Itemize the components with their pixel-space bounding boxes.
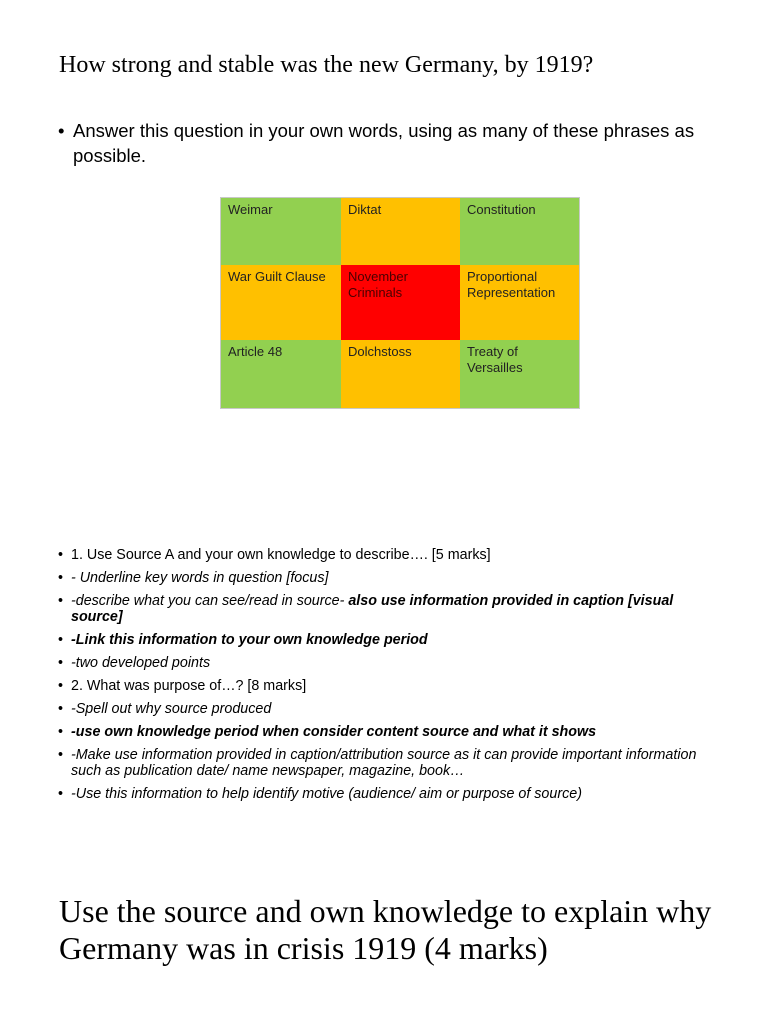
term-cell: Article 48 <box>221 340 341 408</box>
term-cell: Treaty of Versailles <box>460 340 579 408</box>
list-item <box>58 678 718 694</box>
list-item <box>58 786 718 802</box>
term-cell: War Guilt Clause <box>221 265 341 340</box>
term-cell: Diktat <box>341 198 460 265</box>
note-text: -two developed points <box>71 655 211 671</box>
bullet-marker: • <box>58 786 64 802</box>
list-item <box>58 570 718 586</box>
list-item <box>58 724 718 740</box>
note-text: 1. Use Source A and your own knowledge to describe…. [5 marks] <box>71 547 491 563</box>
term-cell: Dolchstoss <box>341 340 460 408</box>
term-cell: Weimar <box>221 198 341 265</box>
term-cell: Constitution <box>460 198 579 265</box>
list-item <box>58 747 718 779</box>
note-text: 2. What was purpose of…? [8 marks] <box>71 678 307 694</box>
term-cell: Proportional Representation <box>460 265 579 340</box>
exam-guidance-list <box>58 547 718 809</box>
bullet-marker: • <box>58 655 64 671</box>
list-item <box>58 655 718 671</box>
bullet-marker: • <box>58 701 64 717</box>
note-emphasis: -Link this information to your own knowledge period <box>71 632 428 648</box>
exam-task-heading: Use the source and own knowledge to explain why Germany was in crisis 1919 (4 marks) <box>59 893 712 966</box>
list-item <box>58 593 718 625</box>
note-text: -Spell out why source produced <box>71 701 272 717</box>
bullet-marker: • <box>58 570 64 586</box>
note-text: -describe what you can see/read in source- <box>71 593 349 609</box>
note-emphasis: -use own knowledge period when consider content source and what it shows <box>71 724 597 740</box>
bullet-marker: • <box>58 593 64 609</box>
page-title: How strong and stable was the new Germany, by 1919? <box>59 52 594 78</box>
bullet-marker: • <box>58 120 65 141</box>
bullet-marker: • <box>58 724 64 740</box>
term-cell: November Criminals <box>341 265 460 340</box>
intro-bullet <box>58 118 698 168</box>
note-text: -Make use information provided in caption/attribution source as it can provide important information such as publication date/ name newspaper, magazine, book… <box>71 747 697 779</box>
note-text: -Use this information to help identify motive (audience/ aim or purpose of source) <box>71 786 582 802</box>
list-item <box>58 701 718 717</box>
bullet-marker: • <box>58 632 64 648</box>
bullet-marker: • <box>58 547 64 563</box>
bullet-marker: • <box>58 747 64 763</box>
list-item <box>58 547 718 563</box>
bullet-marker: • <box>58 678 64 694</box>
intro-text: Answer this question in your own words, using as many of these phrases as possible. <box>73 120 695 166</box>
list-item <box>58 632 718 648</box>
key-terms-grid <box>220 197 580 409</box>
note-text: - Underline key words in question [focus] <box>71 570 329 586</box>
note-emphasis: also use information provided in caption [visual source] <box>71 593 674 625</box>
